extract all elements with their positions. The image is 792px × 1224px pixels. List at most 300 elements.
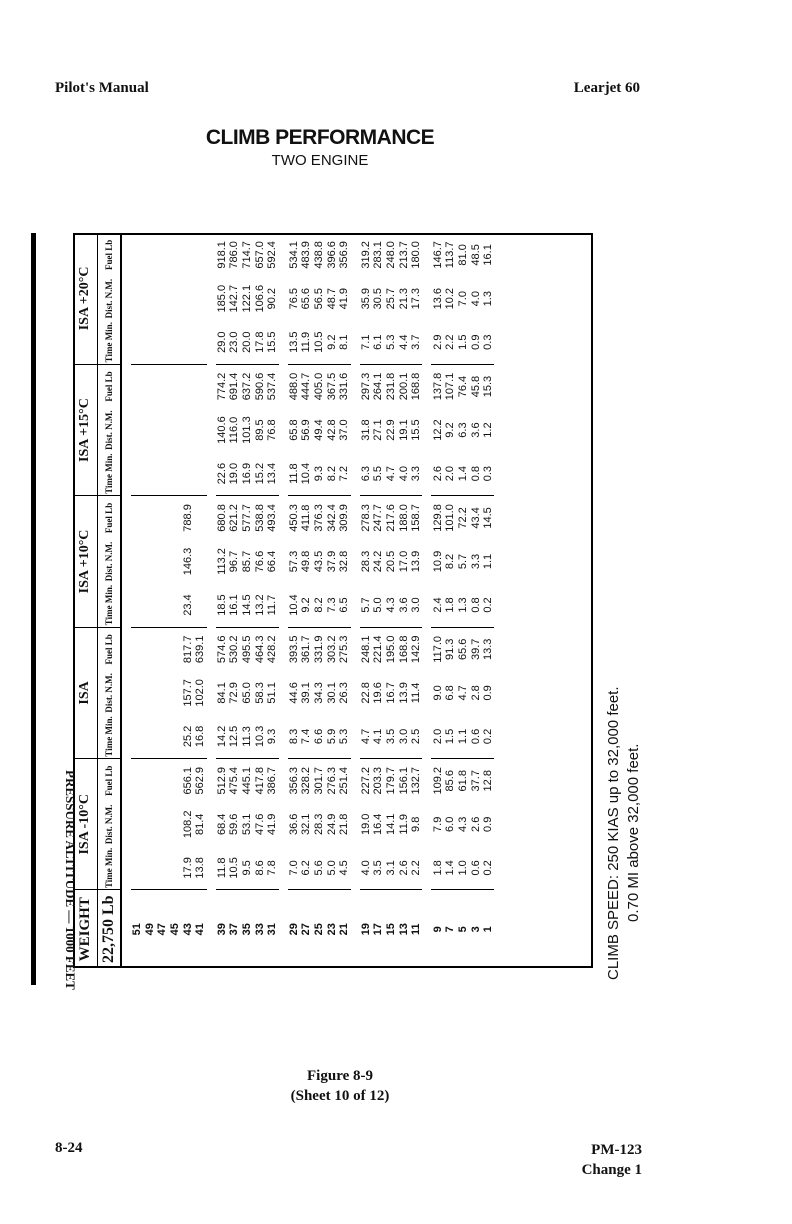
table-cell: 24.9	[325, 813, 338, 836]
table-cell: 656.1	[181, 766, 194, 795]
table-cell	[144, 627, 157, 671]
col-header-fuel: Fuel Lb	[98, 233, 122, 277]
table-cell: 428.2	[266, 635, 279, 664]
col-header-fuel: Fuel Lb	[98, 627, 122, 671]
weight-value: 22,750 Lb	[98, 890, 122, 968]
table-cell: 680.8	[215, 504, 228, 532]
col-header-dist: Dist. N.M.	[98, 277, 122, 321]
table-cell: 5.5	[372, 452, 385, 496]
table-cell: 342.4	[325, 504, 338, 532]
table-cell	[144, 321, 157, 365]
table-cell: 8.2	[313, 583, 326, 627]
table-cell: 17.3	[410, 287, 423, 310]
col-header-fuel: Fuel Lb	[98, 496, 122, 540]
table-cell: 7.2	[338, 452, 351, 496]
table-cell	[169, 627, 182, 671]
table-cell: 9.2	[300, 583, 313, 627]
row-group-spacer-cell	[121, 233, 131, 968]
table-cell: 81.0	[456, 244, 469, 266]
table-cell: 2.6	[397, 846, 410, 890]
altitude-cell: 1	[482, 926, 495, 933]
table-cell: 367.5	[325, 372, 338, 401]
table-row	[360, 233, 373, 968]
climb-speed-line-1: CLIMB SPEED: 250 KIAS up to 32,000 feet.	[605, 686, 622, 980]
table-cell: 445.1	[241, 766, 254, 795]
table-cell: 57.3	[287, 550, 300, 573]
table-cell: 11.9	[300, 321, 313, 365]
table-cell: 85.6	[444, 770, 457, 792]
col-header-fuel: Fuel Lb	[98, 759, 122, 803]
table-cell	[131, 277, 144, 321]
table-cell: 1.0	[457, 846, 470, 890]
table-cell: 101.0	[444, 504, 457, 532]
figure-sheet: (Sheet 10 of 12)	[290, 1088, 390, 1104]
table-cell	[156, 627, 169, 671]
table-row	[253, 233, 266, 968]
table-cell: 6.1	[372, 321, 385, 365]
table-cell: 39.1	[300, 682, 313, 704]
table-cell: 16.4	[372, 813, 385, 836]
table-cell	[131, 452, 144, 496]
table-cell	[144, 277, 157, 321]
table-cell	[144, 496, 157, 540]
table-cell	[156, 846, 169, 890]
table-cell: 2.0	[431, 715, 444, 759]
table-cell: 117.0	[431, 635, 444, 663]
table-cell: 30.5	[372, 287, 385, 310]
table-cell	[169, 802, 182, 846]
table-cell	[156, 715, 169, 759]
table-cell	[131, 540, 144, 584]
table-cell: 26.3	[338, 682, 351, 704]
table-cell: 444.7	[300, 372, 313, 401]
climb-speed-note-region	[604, 620, 664, 980]
table-cell: 918.1	[215, 241, 228, 269]
aircraft-model: Learjet 60	[573, 80, 640, 96]
table-cell: 200.1	[397, 372, 410, 401]
table-cell: 15.5	[266, 321, 279, 365]
pressure-altitude-label: PRESSURE ALTITUDE — 1000 FEET	[63, 770, 78, 990]
altitude-cell: 29	[287, 923, 300, 936]
table-cell: 5.0	[325, 846, 338, 890]
table-cell	[194, 321, 207, 365]
climb-performance-table	[73, 233, 494, 968]
table-cell: 7.0	[288, 846, 301, 890]
altitude-cell: 31	[266, 923, 279, 936]
table-cell: 65.0	[241, 682, 254, 704]
altitude-cell: 25	[313, 923, 326, 936]
page-subtitle: TWO ENGINE	[271, 152, 369, 169]
table-cell: 12.5	[228, 715, 241, 759]
table-cell	[169, 540, 182, 584]
table-cell: 534.1	[287, 241, 300, 269]
table-cell: 21.3	[397, 287, 410, 310]
table-cell: 76.6	[253, 550, 266, 573]
table-cell	[181, 277, 194, 321]
table-cell: 101.3	[241, 416, 254, 444]
table-cell: 493.4	[266, 504, 279, 532]
table-cell: 12.8	[482, 770, 495, 792]
table-cell: 35.9	[359, 287, 372, 310]
table-cell: 49.4	[313, 419, 326, 441]
group-header-isa-minus-10: ISA -10°C	[73, 759, 98, 890]
table-cell: 180.0	[410, 241, 423, 269]
table-cell: 283.1	[372, 241, 385, 269]
table-cell: 5.6	[313, 846, 326, 890]
table-cell: 577.7	[241, 504, 254, 532]
table-cell	[144, 583, 157, 627]
table-cell: 1.3	[482, 291, 495, 307]
table-cell	[131, 233, 144, 277]
table-cell: 107.1	[444, 372, 457, 401]
table-cell: 19.6	[372, 682, 385, 704]
col-header-dist: Dist. N.M.	[98, 540, 122, 584]
table-cell	[169, 321, 182, 365]
table-cell: 140.6	[215, 416, 228, 444]
table-cell: 21.8	[338, 813, 351, 836]
table-cell	[169, 452, 182, 496]
table-cell: 31.8	[359, 419, 372, 441]
table-cell: 7.3	[325, 583, 338, 627]
altitude-cell: 15	[384, 923, 397, 936]
table-cell: 7.8	[266, 846, 279, 890]
table-cell: 4.1	[372, 715, 385, 759]
table-cell: 2.2	[444, 321, 457, 365]
table-cell: 788.9	[181, 504, 194, 532]
table-cell: 72.9	[228, 682, 241, 704]
table-cell: 2.0	[444, 452, 457, 496]
table-cell: 376.3	[313, 504, 326, 532]
table-cell: 29.0	[216, 321, 229, 365]
row-group-spacer	[279, 233, 288, 968]
row-group-spacer-cell	[351, 233, 360, 968]
table-cell: 16.9	[241, 452, 254, 496]
table-cell: 1.5	[444, 715, 457, 759]
table-row	[144, 233, 157, 968]
table-cell: 361.7	[300, 635, 313, 664]
table-row	[444, 233, 457, 968]
table-cell: 248.1	[359, 635, 372, 664]
table-cell	[194, 364, 207, 408]
table-cell: 90.2	[266, 287, 279, 310]
table-cell	[169, 759, 182, 803]
table-cell: 72.2	[456, 507, 469, 529]
table-cell	[144, 408, 157, 452]
table-cell: 319.2	[359, 241, 372, 269]
table-cell: 356.3	[287, 766, 300, 795]
altitude-cell: 5	[456, 926, 469, 933]
col-header-dist: Dist. N.M.	[98, 802, 122, 846]
table-cell: 58.3	[253, 682, 266, 704]
table-cell	[156, 540, 169, 584]
table-cell: 8.2	[444, 553, 457, 570]
table-cell: 5.3	[338, 715, 351, 759]
table-cell: 621.2	[228, 504, 241, 532]
group-header-isa-plus-20: ISA +20°C	[73, 233, 98, 364]
table-cell	[156, 408, 169, 452]
table-row	[325, 233, 338, 968]
table-cell: 56.5	[313, 287, 326, 310]
col-header-fuel: Fuel Lb	[98, 364, 122, 408]
table-cell: 19.1	[397, 419, 410, 441]
table-cell: 3.5	[385, 715, 398, 759]
table-cell: 637.2	[241, 372, 254, 401]
table-cell: 530.2	[228, 635, 241, 664]
table-cell: 47.6	[253, 813, 266, 836]
table-cell: 37.7	[469, 770, 482, 792]
table-cell: 275.3	[338, 635, 351, 664]
footer-doc-id	[582, 1140, 642, 1180]
table-cell: 11.8	[288, 452, 301, 496]
table-cell: 3.3	[410, 452, 423, 496]
table-cell	[144, 364, 157, 408]
table-cell: 1.4	[444, 846, 457, 890]
table-row	[457, 233, 470, 968]
col-header-time: Time Min.	[98, 452, 122, 496]
altitude-cell: 7	[444, 926, 457, 933]
table-cell: 179.7	[384, 766, 397, 795]
table-cell: 6.8	[444, 685, 457, 701]
table-cell	[156, 496, 169, 540]
altitude-cell: 41	[194, 923, 207, 936]
table-cell: 109.2	[431, 766, 444, 795]
table-cell: 1.1	[482, 553, 495, 570]
altitude-cell: 47	[156, 923, 169, 936]
table-cell: 56.9	[300, 419, 313, 441]
table-cell: 15.3	[482, 375, 495, 398]
document-number: PM-123	[591, 1142, 642, 1158]
table-cell	[169, 408, 182, 452]
altitude-cell: 21	[338, 923, 351, 936]
table-cell: 146.3	[181, 547, 194, 576]
table-row	[431, 233, 444, 968]
table-row	[300, 233, 313, 968]
table-cell	[181, 233, 194, 277]
table-cell	[131, 846, 144, 890]
table-cell: 66.4	[266, 550, 279, 573]
altitude-cell: 43	[181, 923, 194, 936]
table-cell: 3.0	[410, 583, 423, 627]
row-group-spacer	[121, 233, 131, 968]
table-cell: 96.7	[228, 550, 241, 573]
table-cell: 14.5	[482, 507, 495, 529]
table-cell	[156, 452, 169, 496]
table-cell: 113.7	[444, 241, 457, 269]
climb-speed-line-2: 0.70 MI above 32,000 feet.	[625, 743, 642, 922]
table-cell	[131, 496, 144, 540]
altitude-cell: 17	[372, 923, 385, 936]
table-cell: 10.9	[431, 550, 444, 573]
table-cell: 3.6	[397, 583, 410, 627]
table-cell	[194, 583, 207, 627]
table-cell: 488.0	[287, 372, 300, 401]
group-header-isa: ISA	[73, 627, 98, 758]
manual-title: Pilot's Manual	[55, 80, 149, 96]
table-cell: 43.5	[313, 550, 326, 573]
table-cell: 16.1	[482, 244, 495, 266]
table-cell	[169, 364, 182, 408]
table-cell: 393.5	[287, 635, 300, 664]
table-cell: 106.6	[253, 284, 266, 313]
table-cell: 65.8	[287, 419, 300, 441]
table-cell: 512.9	[215, 766, 228, 795]
altitude-cell: 9	[431, 926, 444, 933]
col-header-time: Time Min.	[98, 715, 122, 759]
table-cell: 84.1	[215, 682, 228, 704]
table-cell: 276.3	[325, 766, 338, 795]
table-cell: 7.9	[431, 816, 444, 832]
table-cell: 142.7	[228, 284, 241, 313]
climb-speed-note	[604, 620, 664, 980]
table-cell	[169, 846, 182, 890]
table-cell: 396.6	[325, 241, 338, 269]
table-cell: 309.9	[338, 504, 351, 532]
table-cell: 168.8	[397, 635, 410, 664]
table-cell: 4.0	[397, 452, 410, 496]
table-cell: 30.1	[325, 682, 338, 704]
table-cell: 0.9	[469, 321, 482, 365]
table-cell: 4.0	[360, 846, 373, 890]
table-cell: 15.5	[410, 419, 423, 441]
table-cell: 7.1	[360, 321, 373, 365]
table-cell	[131, 715, 144, 759]
table-cell: 41.9	[266, 813, 279, 836]
col-header-time: Time Min.	[98, 583, 122, 627]
row-group-spacer	[351, 233, 360, 968]
table-cell	[194, 452, 207, 496]
row-group-spacer	[207, 233, 216, 968]
row-group-spacer-cell	[279, 233, 288, 968]
col-header-dist: Dist. N.M.	[98, 671, 122, 715]
table-cell: 3.3	[469, 553, 482, 570]
col-header-time: Time Min.	[98, 846, 122, 890]
table-cell: 25.2	[181, 715, 194, 759]
table-cell: 774.2	[215, 372, 228, 401]
table-cell: 129.8	[431, 504, 444, 532]
table-cell: 16.7	[384, 682, 397, 704]
table-cell: 13.9	[397, 682, 410, 704]
table-cell: 6.5	[338, 583, 351, 627]
table-cell: 113.2	[215, 548, 228, 575]
altitude-cell: 39	[215, 923, 228, 936]
table-cell: 8.2	[325, 452, 338, 496]
table-row	[228, 233, 241, 968]
table-cell: 1.2	[482, 422, 495, 438]
table-cell: 9.8	[410, 816, 423, 832]
table-cell: 157.7	[181, 679, 194, 707]
table-cell	[194, 496, 207, 540]
table-cell: 5.7	[360, 583, 373, 627]
table-cell	[131, 627, 144, 671]
table-cell: 248.0	[384, 241, 397, 269]
table-cell: 8.6	[253, 846, 266, 890]
table-cell: 714.7	[241, 241, 254, 269]
table-cell: 1.1	[457, 715, 470, 759]
table-cell: 411.8	[300, 504, 313, 532]
altitude-cell: 11	[410, 923, 423, 936]
table-cell: 264.1	[372, 372, 385, 401]
table-cell	[194, 540, 207, 584]
table-cell: 639.1	[194, 635, 207, 664]
table-cell: 817.7	[181, 635, 194, 664]
table-cell: 1.5	[457, 321, 470, 365]
table-cell: 9.2	[325, 321, 338, 365]
table-cell: 19.0	[228, 452, 241, 496]
row-group-spacer-cell	[207, 233, 216, 968]
table-cell: 4.0	[469, 291, 482, 307]
table-cell: 116.0	[228, 416, 241, 444]
table-cell: 2.5	[410, 715, 423, 759]
table-row	[241, 233, 254, 968]
table-row	[288, 233, 301, 968]
table-cell: 2.2	[410, 846, 423, 890]
table-cell: 76.4	[456, 375, 469, 398]
altitude-cell: 33	[253, 923, 266, 936]
table-cell: 195.0	[384, 635, 397, 664]
table-cell: 23.4	[181, 583, 194, 627]
table-cell	[169, 233, 182, 277]
table-cell: 9.3	[266, 715, 279, 759]
table-cell: 8.1	[338, 321, 351, 365]
table-cell: 10.5	[313, 321, 326, 365]
table-cell: 2.6	[469, 816, 482, 832]
table-cell	[144, 540, 157, 584]
rotated-table-container	[73, 233, 593, 968]
table-cell: 14.5	[241, 583, 254, 627]
table-cell: 13.5	[288, 321, 301, 365]
table-cell: 34.3	[313, 682, 326, 704]
table-cell	[144, 671, 157, 715]
change-number: Change 1	[581, 1162, 642, 1178]
table-cell: 537.4	[266, 372, 279, 401]
table-cell: 9.0	[431, 685, 444, 701]
table-cell: 13.6	[431, 287, 444, 310]
table-cell: 4.3	[456, 816, 469, 832]
table-cell: 16.1	[228, 583, 241, 627]
table-cell: 53.1	[241, 813, 254, 836]
table-cell: 331.6	[338, 372, 351, 401]
table-cell: 9.3	[313, 452, 326, 496]
table-row	[385, 233, 398, 968]
table-cell: 142.9	[410, 635, 423, 664]
table-cell: 9.2	[444, 422, 457, 438]
table-cell: 122.1	[241, 284, 254, 313]
table-cell	[131, 364, 144, 408]
table-cell	[194, 408, 207, 452]
table-cell: 10.5	[228, 846, 241, 890]
table-row	[216, 233, 229, 968]
table-cell: 12.2	[431, 419, 444, 441]
figure-caption	[220, 1066, 460, 1106]
table-cell	[131, 759, 144, 803]
table-row	[410, 233, 423, 968]
table-cell: 32.8	[338, 550, 351, 573]
table-cell: 3.6	[469, 422, 482, 438]
table-cell: 464.3	[253, 635, 266, 664]
table-cell: 0.2	[482, 846, 495, 890]
table-cell: 37.9	[325, 550, 338, 573]
table-cell: 657.0	[253, 241, 266, 269]
table-cell: 7.4	[300, 715, 313, 759]
table-cell: 6.2	[300, 846, 313, 890]
group-header-isa-plus-15: ISA +15°C	[73, 364, 98, 495]
table-cell: 8.3	[288, 715, 301, 759]
table-cell: 301.7	[313, 766, 326, 795]
table-cell	[131, 802, 144, 846]
table-row	[194, 233, 207, 968]
table-cell	[131, 408, 144, 452]
table-cell: 85.7	[241, 550, 254, 573]
